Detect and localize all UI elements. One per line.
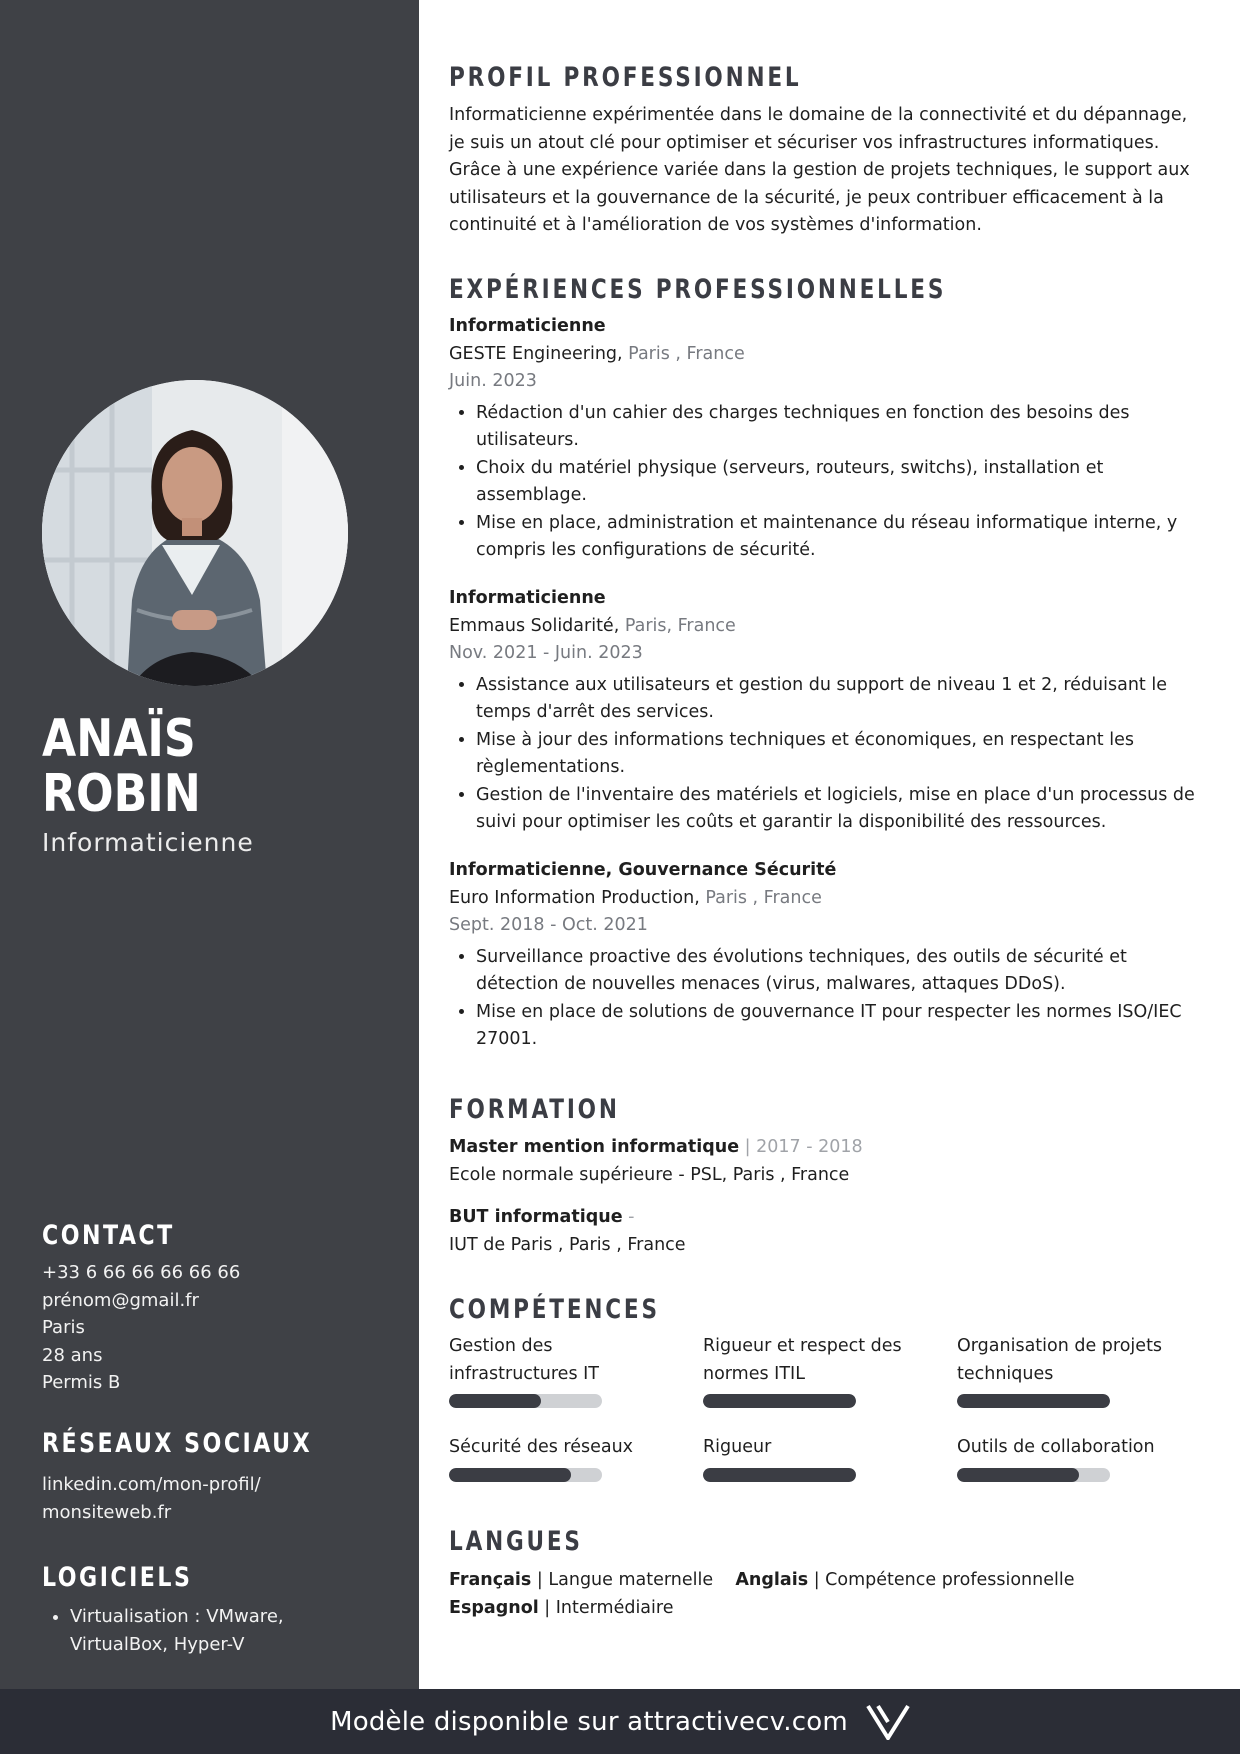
contact-age: 28 ans — [42, 1344, 103, 1366]
contact-section — [42, 1220, 240, 1397]
education-separator: - — [622, 1207, 635, 1227]
contact-phone: +33 6 66 66 66 66 66 — [42, 1262, 241, 1283]
job-bullet: • Assistance aux utilisateurs et gestion du support de niveau 1 et 2, réduisant le temps d'arrêt des services. — [476, 672, 1201, 727]
footer-text[interactable]: Modèle disponible sur attractivecv.com — [330, 1706, 848, 1737]
education-school: IUT de Paris , Paris , France — [449, 1234, 686, 1255]
job-bullet: • Rédaction d'un cahier des charges techniques en fonction des besoins des utilisateurs. — [476, 400, 1201, 455]
skill-label-line1: Sécurité des réseaux — [449, 1437, 634, 1457]
software-item-line2: VirtualBox, Hyper-V — [70, 1633, 245, 1655]
person-name — [42, 709, 201, 824]
job-location: Paris, France — [619, 615, 736, 636]
skill-level-fill — [957, 1468, 1079, 1482]
experience-heading: EXPÉRIENCES PROFESSIONNELLES — [449, 274, 947, 305]
software-list — [42, 1603, 284, 1658]
skill-label-line1: Rigueur — [703, 1437, 772, 1457]
skill-label-line1: Outils de collaboration — [957, 1437, 1155, 1457]
job-title: Informaticienne — [449, 316, 606, 336]
skill-label-line1: Gestion des — [449, 1336, 553, 1356]
education-dates: 2017 - 2018 — [756, 1137, 863, 1157]
job-dates: Sept. 2018 - Oct. 2021 — [449, 915, 648, 935]
job-title: Informaticienne, Gouvernance Sécurité — [449, 860, 837, 880]
skill-level-bar — [449, 1394, 602, 1408]
skills-heading: COMPÉTENCES — [449, 1294, 660, 1325]
skill-label-line2: normes ITIL — [703, 1363, 805, 1384]
social-heading: RÉSEAUX SOCIAUX — [42, 1428, 313, 1459]
profile-photo-illustration — [42, 380, 348, 686]
language-name: Anglais — [735, 1570, 809, 1590]
job-1 — [449, 313, 1201, 565]
language-name: Espagnol — [449, 1597, 539, 1618]
skill-label-line2: techniques — [957, 1363, 1054, 1384]
skill-label-line2: infrastructures IT — [449, 1363, 599, 1384]
job-bullet: • Gestion de l'inventaire des matériels et logiciels, mise en place d'un processus de suivi pour optimiser les coûts et garantir la disponibilité des ressources. — [476, 782, 1201, 837]
job-dates: Nov. 2021 - Juin. 2023 — [449, 643, 643, 663]
job-bullet: • Surveillance proactive des évolutions techniques, des outils de sécurité et détection de nouvelles menaces (virus, malwares, attaques DDoS). — [476, 944, 1201, 999]
skill-level-bar — [703, 1468, 856, 1482]
skill-item — [957, 1434, 1177, 1482]
job-bullets — [449, 400, 1201, 565]
skill-level-bar — [703, 1394, 856, 1408]
skill-item — [703, 1333, 913, 1408]
footer-banner[interactable] — [0, 1689, 1240, 1754]
language-name: Français — [449, 1570, 532, 1590]
education-heading: FORMATION — [449, 1094, 620, 1125]
skill-item — [449, 1333, 649, 1408]
job-2 — [449, 585, 1201, 837]
job-bullets — [449, 944, 1201, 1054]
skill-level-fill — [703, 1468, 856, 1482]
language-separator: | — [808, 1570, 826, 1590]
language-level: Langue maternelle — [548, 1570, 714, 1590]
first-name: ANAÏS — [42, 709, 196, 769]
social-link-linkedin: linkedin.com/mon-profil/ — [42, 1474, 261, 1495]
job-company: GESTE Engineering, — [449, 343, 623, 364]
language-separator: | — [531, 1570, 549, 1590]
last-name: ROBIN — [42, 764, 201, 824]
contact-heading: CONTACT — [42, 1220, 175, 1251]
language-level: Compétence professionnelle — [825, 1570, 1075, 1590]
skill-level-fill — [449, 1394, 541, 1408]
social-link-website: monsiteweb.fr — [42, 1501, 172, 1523]
job-bullet: • Mise à jour des informations techniques et économiques, en respectant les règlementations. — [476, 727, 1201, 782]
languages-heading: LANGUES — [449, 1526, 583, 1557]
education-separator: | — [739, 1137, 757, 1157]
social-section — [42, 1428, 371, 1526]
profile-photo — [42, 380, 348, 686]
job-bullet: • Choix du matériel physique (serveurs, routeurs, switchs), installation et assemblage. — [476, 455, 1201, 510]
skill-level-bar — [957, 1468, 1110, 1482]
software-section — [42, 1562, 284, 1658]
contact-city: Paris — [42, 1317, 85, 1338]
language-level: Intermédiaire — [555, 1597, 674, 1618]
job-dates: Juin. 2023 — [449, 371, 537, 391]
skill-level-bar — [957, 1394, 1110, 1408]
sidebar — [0, 0, 419, 1689]
software-item-line1: Virtualisation : VMware, — [70, 1606, 284, 1627]
profile-heading: PROFIL PROFESSIONNEL — [449, 62, 802, 93]
contact-email: prénom@gmail.fr — [42, 1289, 199, 1311]
software-item — [70, 1603, 284, 1658]
skill-item — [449, 1434, 649, 1482]
education-item-2 — [449, 1204, 686, 1259]
job-bullet: • Mise en place de solutions de gouvernance IT pour respecter les normes ISO/IEC 27001. — [476, 999, 1201, 1054]
software-heading: LOGICIELS — [42, 1562, 193, 1593]
education-degree: BUT informatique — [449, 1207, 623, 1227]
skill-level-fill — [957, 1394, 1110, 1408]
education-item-1 — [449, 1134, 863, 1189]
attractivecv-logo-icon — [866, 1704, 910, 1740]
job-company: Euro Information Production, — [449, 887, 700, 908]
profile-text: Informaticienne expérimentée dans le domaine de la connectivité et du dépannage, je suis un atout clé pour optimiser et sécuriser vos infrastructures informatiques. Grâce à une expérience variée dans la gestion de projets techniques, le support aux utilisateurs et la gouvernance de la sécurité, je peux contribuer efficacement à la continuité et à l'amélioration de vos systèmes d'information. — [449, 105, 1190, 235]
skill-label-line1: Rigueur et respect des — [703, 1336, 902, 1356]
skill-level-bar — [449, 1468, 602, 1482]
job-bullet: • Mise en place, administration et maintenance du réseau informatique interne, y compris les configurations de sécurité. — [476, 510, 1201, 565]
skill-label-line1: Organisation de projets — [957, 1336, 1163, 1356]
skill-item — [957, 1333, 1177, 1408]
skill-level-fill — [449, 1468, 571, 1482]
job-title: Informaticienne — [449, 588, 606, 608]
education-degree: Master mention informatique — [449, 1137, 740, 1157]
contact-license: Permis B — [42, 1372, 121, 1393]
job-location: Paris , France — [699, 887, 822, 908]
job-company: Emmaus Solidarité, — [449, 615, 620, 636]
education-school: Ecole normale supérieure - PSL, Paris , France — [449, 1164, 850, 1185]
job-location: Paris , France — [622, 343, 745, 364]
language-separator: | — [538, 1597, 556, 1618]
job-3 — [449, 857, 1201, 1054]
languages-list — [449, 1567, 1209, 1622]
person-job-title: Informaticienne — [42, 828, 254, 857]
skill-item — [703, 1434, 903, 1482]
skill-level-fill — [703, 1394, 856, 1408]
job-bullets — [449, 672, 1201, 837]
